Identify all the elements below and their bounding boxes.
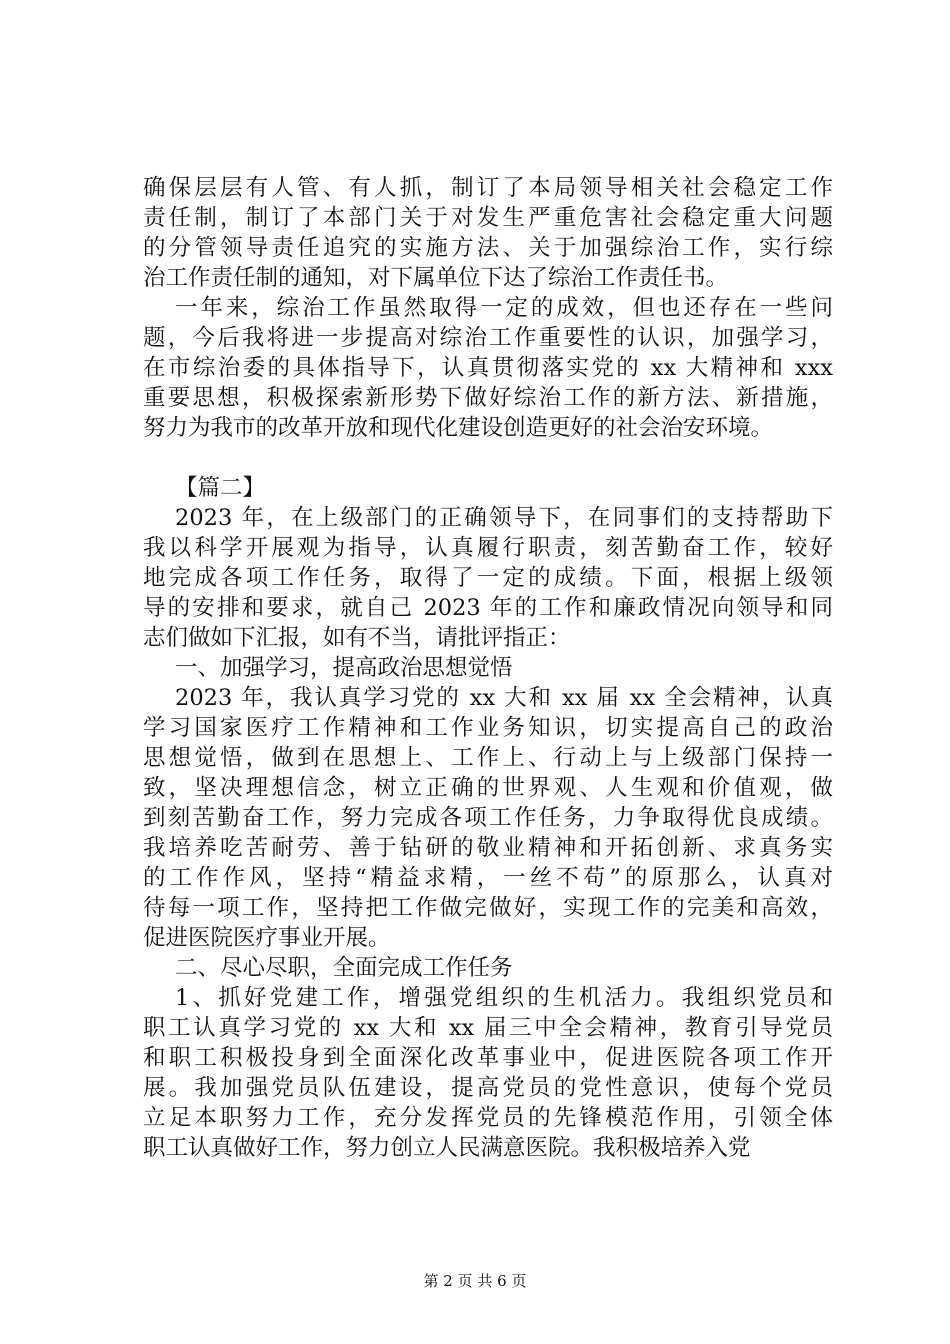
page-footer: 第 2 页 共 6 页	[423, 1272, 527, 1290]
text-line: 职工认真做好工作，努力创立人民满意医院。我积极培养入党	[143, 1135, 751, 1161]
text-line: 治工作责任制的通知，对下属单位下达了综治工作责任书。	[143, 265, 729, 291]
text-line: 志们做如下汇报，如有不当，请批评指正：	[143, 625, 571, 651]
text-line: 努力为我市的改革开放和现代化建设创造更好的社会治安环境。	[143, 415, 774, 441]
text-line: 确保层层有人管、有人抓，制订了本局领导相关社会稳定工作	[143, 175, 833, 201]
text-line: 我培养吃苦耐劳、善于钻研的敬业精神和开拓创新、求真务实	[143, 835, 833, 861]
text-line: 题，今后我将进一步提高对综治工作重要性的认识，加强学习，	[143, 325, 833, 351]
text-line: 立足本职努力工作，充分发挥党员的先锋模范作用，引领全体	[143, 1105, 833, 1131]
text-line: 责任制，制订了本部门关于对发生严重危害社会稳定重大问题	[143, 205, 833, 231]
text-line: 到刻苦勤奋工作，努力完成各项工作任务，力争取得优良成绩。	[143, 805, 833, 831]
text-line: 致，坚决理想信念，树立正确的世界观、人生观和价值观，做	[143, 775, 833, 801]
text-line: 地完成各项工作任务，取得了一定的成绩。下面，根据上级领	[143, 565, 833, 591]
text-line: 1、抓好党建工作，增强党组织的生机活力。我组织党员和	[175, 985, 833, 1011]
text-line: 和职工积极投身到全面深化改革事业中，促进医院各项工作开	[143, 1045, 833, 1071]
text-line: 一年来，综治工作虽然取得一定的成效，但也还存在一些问	[175, 295, 833, 321]
text-line: 二、尽心尽职，全面完成工作任务	[175, 955, 513, 981]
text-line: 思想觉悟，做到在思想上、工作上、行动上与上级部门保持一	[143, 745, 833, 771]
text-line: 我以科学开展观为指导，认真履行职责，刻苦勤奋工作，较好	[143, 535, 833, 561]
text-line: 一、加强学习，提高政治思想觉悟	[175, 655, 513, 681]
text-line: 的分管领导责任追究的实施方法、关于加强综治工作，实行综	[143, 235, 833, 261]
text-line: 学习国家医疗工作精神和工作业务知识，切实提高自己的政治	[143, 715, 833, 741]
text-line: 的工作作风，坚持“精益求精，一丝不苟”的原那么，认真对	[143, 865, 833, 891]
text-line: 促进医院医疗事业开展。	[143, 925, 391, 951]
text-line: 2023 年，在上级部门的正确领导下，在同事们的支持帮助下	[175, 505, 833, 531]
text-line: 导的安排和要求，就自己 2023 年的工作和廉政情况向领导和同	[143, 595, 833, 621]
text-line: 重要思想，积极探索新形势下做好综治工作的新方法、新措施，	[143, 385, 833, 411]
text-line: 在市综治委的具体指导下，认真贯彻落实党的 xx 大精神和 xxx	[143, 355, 833, 381]
text-line: 展。我加强党员队伍建设，提高党员的党性意识，使每个党员	[143, 1075, 833, 1101]
text-line: 2023 年，我认真学习党的 xx 大和 xx 届 xx 全会精神，认真	[175, 685, 833, 711]
text-line: 待每一项工作，坚持把工作做完做好，实现工作的完美和高效，	[143, 895, 833, 921]
text-line: 【篇二】	[175, 475, 266, 501]
text-line: 职工认真学习党的 xx 大和 xx 届三中全会精神，教育引导党员	[143, 1015, 833, 1041]
